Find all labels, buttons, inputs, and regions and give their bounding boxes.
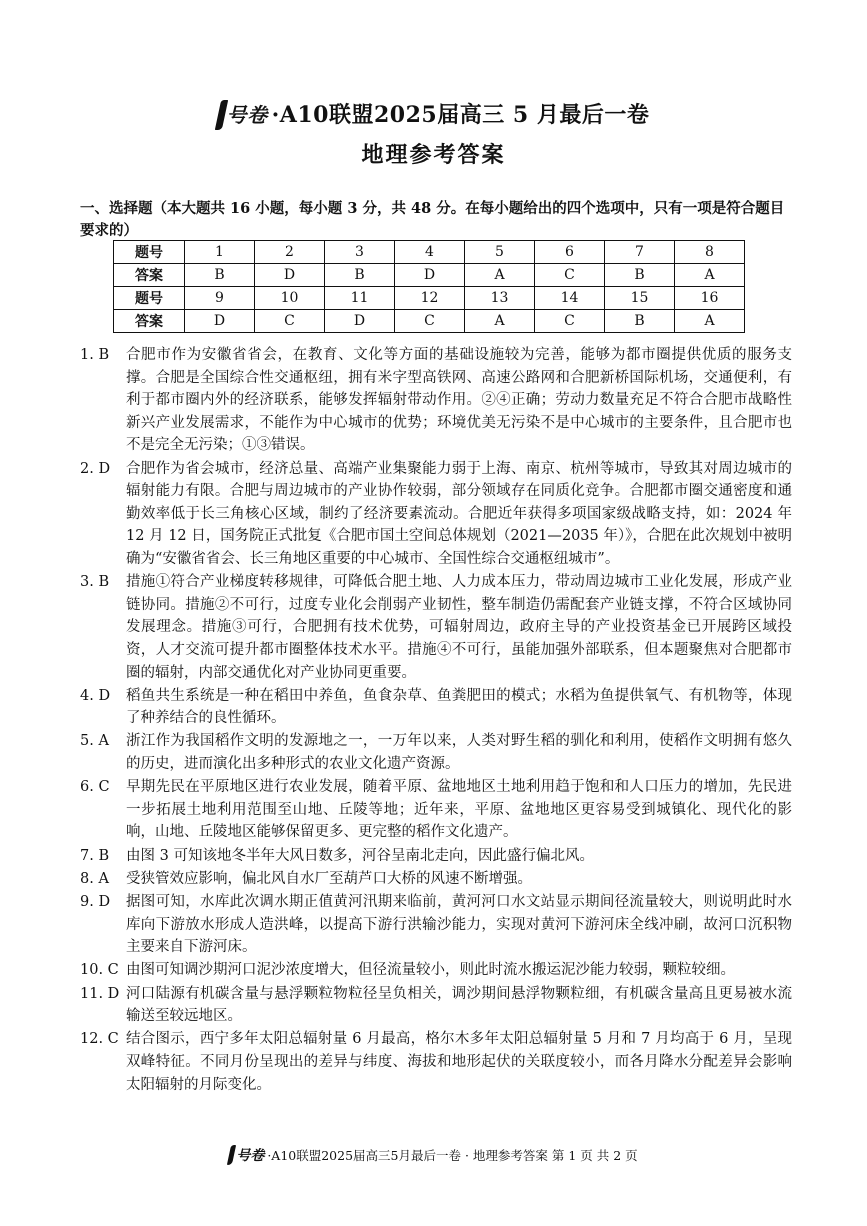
table-cell: 10 bbox=[255, 287, 325, 310]
table-cell: B bbox=[325, 264, 395, 287]
table-row-label: 题号 bbox=[114, 241, 185, 264]
explanation-item bbox=[80, 458, 792, 571]
table-cell: 13 bbox=[465, 287, 535, 310]
table-cell: 7 bbox=[605, 241, 675, 264]
table-cell: C bbox=[535, 264, 605, 287]
explanation-text: 合肥市作为安徽省省会，在教育、文化等方面的基础设施较为完善，能够为都市圈提供优质的服务支撑。合肥是全国综合性交通枢纽，拥有米字型高铁网、高速公路网和合肥新桥国际机场，交通便利，有利于都市圈内外的经济联系，能够发挥辐射带动作用。②④正确；劳动力数量充足不符合合肥市战略性新兴产业发展需求，不能作为中心城市的优势；环境优美无污染不是中心城市的主要条件，且合肥市也不是完全无污染；①③错误。 bbox=[126, 347, 792, 454]
table-cell: B bbox=[605, 264, 675, 287]
explanation-text: 结合图示，西宁多年太阳总辐射量 6 月最高，格尔木多年太阳总辐射量 5 月和 7 月均高于 6 月，呈现双峰特征。不同月份呈现出的差异与纬度、海拔和地形起伏的关联度较小，而各月降水分配差异会影响太阳辐射的月际变化。 bbox=[126, 1031, 792, 1093]
table-cell: C bbox=[535, 310, 605, 333]
page-header bbox=[0, 100, 867, 169]
question-answer: 9. D bbox=[80, 894, 111, 910]
table-cell: A bbox=[465, 310, 535, 333]
explanation-text: 措施①符合产业梯度转移规律，可降低合肥土地、人力成本压力，带动周边城市工业化发展，形成产业链协同。措施②不可行，过度专业化会削弱产业韧性，整车制造仍需配套产业链支撑，不符合区域协同发展理念。措施③可行，合肥拥有技术优势，可辐射周边，政府主导的产业投资基金已开展跨区域投资，人才交流可提升都市圈整体技术水平。措施④不可行，虽能加强外部联系，但本题聚焦对合肥都市圈的辐射，内部交通优化对产业协同更重要。 bbox=[126, 574, 792, 681]
table-cell: 6 bbox=[535, 241, 605, 264]
table-row-label: 题号 bbox=[114, 287, 185, 310]
table-cell: 11 bbox=[325, 287, 395, 310]
question-answer: 4. D bbox=[80, 687, 111, 704]
explanation-text: 由图可知调沙期河口泥沙浓度增大，但径流量较小，则此时流水搬运泥沙能力较弱，颗粒较细。 bbox=[126, 962, 735, 979]
table-cell: 4 bbox=[395, 241, 465, 264]
table-cell: 12 bbox=[395, 287, 465, 310]
explanation-item bbox=[80, 959, 792, 982]
table-cell: B bbox=[185, 264, 255, 287]
table-row bbox=[114, 310, 745, 333]
explanation-text: 据图可知，水库此次调水期正值黄河汛期来临前，黄河河口水文站显示期间径流量较大，则说明此时水库向下游放水形成人造洪峰，以提高下游行洪输沙能力，实现对黄河下游河床全线冲刷，故河口沉积物主要来自下游河床。 bbox=[126, 894, 792, 956]
table-row-label: 答案 bbox=[114, 310, 185, 333]
table-cell: 14 bbox=[535, 287, 605, 310]
explanation-text: 早期先民在平原地区进行农业发展，随着平原、盆地地区土地利用趋于饱和和人口压力的增加，先民进一步拓展土地利用范围至山地、丘陵等地；近年来，平原、盆地地区更容易受到城镇化、现代化的影响，山地、丘陵地区能够保留更多、更完整的稻作文化遗产。 bbox=[126, 779, 792, 841]
question-answer: 2. D bbox=[80, 460, 111, 477]
brand-logo bbox=[218, 100, 268, 130]
table-cell: A bbox=[465, 264, 535, 287]
table-cell: D bbox=[325, 310, 395, 333]
explanation-item bbox=[80, 845, 792, 868]
table-row-label: 答案 bbox=[114, 264, 185, 287]
title-text: ·A10联盟2025届高三 5 月最后一卷 bbox=[271, 102, 650, 128]
page-footer bbox=[0, 1145, 867, 1165]
question-answer: 5. A bbox=[80, 733, 109, 750]
table-cell: D bbox=[395, 264, 465, 287]
table-cell: A bbox=[675, 264, 745, 287]
explanation-text: 合肥作为省会城市，经济总量、高端产业集聚能力弱于上海、南京、杭州等城市，导致其对周边城市的辐射能力有限。合肥与周边城市的产业协作较弱，部分领域存在同质化竞争。合肥都市圈交通密度和通勤效率低于长三角核心区域，制约了经济要素流动。合肥近年获得多项国家级战略支持，如：2024 年 12 月 12 日，国务院正式批复《合肥市国土空间总体规划（2021—2035 年）》，合肥在此次规划中被明确为“安徽省省会、长三角地区重要的中心城市、全国性综合交通枢纽城市”。 bbox=[126, 460, 792, 567]
question-answer: 12. C bbox=[80, 1031, 119, 1048]
explanation-item bbox=[80, 344, 792, 457]
table-cell: 9 bbox=[185, 287, 255, 310]
section-heading: 一、选择题（本大题共 16 小题，每小题 3 分，共 48 分。在每小题给出的四个选项中，只有一项是符合题目要求的） bbox=[80, 200, 785, 239]
table-cell: 15 bbox=[605, 287, 675, 310]
table-cell: A bbox=[675, 310, 745, 333]
explanation-text: 河口陆源有机碳含量与悬浮颗粒物粒径呈负相关，调沙期间悬浮物颗粒细，有机碳含量高且更易被水流输送至较远地区。 bbox=[126, 985, 792, 1025]
question-answer: 11. D bbox=[80, 985, 120, 1002]
document-subtitle: 地理参考答案 bbox=[361, 142, 506, 168]
question-answer: 1. B bbox=[80, 347, 110, 363]
footer-logo-text: 号卷 bbox=[236, 1148, 265, 1164]
explanation-list bbox=[80, 344, 792, 1097]
table-cell: 16 bbox=[675, 287, 745, 310]
document-title bbox=[0, 100, 867, 130]
footer-logo bbox=[229, 1145, 264, 1165]
table-row bbox=[114, 264, 745, 287]
explanation-item bbox=[80, 983, 792, 1028]
explanation-item bbox=[80, 1028, 792, 1096]
explanation-item bbox=[80, 571, 792, 684]
table-row bbox=[114, 287, 745, 310]
footer-text: ·A10联盟2025届高三5月最后一卷 · 地理参考答案 第 1 页 共 2 页 bbox=[267, 1148, 638, 1163]
question-answer: 6. C bbox=[80, 779, 110, 796]
explanation-item bbox=[80, 776, 792, 844]
table-row bbox=[114, 241, 745, 264]
table-cell: 1 bbox=[185, 241, 255, 264]
explanation-item bbox=[80, 730, 792, 775]
explanation-text: 由图 3 可知该地冬半年大风日数多，河谷呈南北走向，因此盛行偏北风。 bbox=[126, 847, 594, 864]
explanation-item bbox=[80, 891, 792, 959]
table-cell: B bbox=[605, 310, 675, 333]
table-cell: C bbox=[255, 310, 325, 333]
footer-brand-mark-icon bbox=[227, 1145, 236, 1165]
table-cell: D bbox=[185, 310, 255, 333]
question-answer: 8. A bbox=[80, 870, 109, 887]
table-cell: 3 bbox=[325, 241, 395, 264]
question-answer: 7. B bbox=[80, 847, 110, 864]
explanation-item bbox=[80, 685, 792, 730]
table-cell: C bbox=[395, 310, 465, 333]
brand-logo-text: 号卷 bbox=[226, 103, 268, 127]
table-cell: 5 bbox=[465, 241, 535, 264]
answer-table bbox=[113, 240, 745, 333]
question-answer: 3. B bbox=[80, 574, 110, 591]
table-cell: 2 bbox=[255, 241, 325, 264]
table-cell: 8 bbox=[675, 241, 745, 264]
table-cell: D bbox=[255, 264, 325, 287]
explanation-text: 浙江作为我国稻作文明的发源地之一，一万年以来，人类对野生稻的驯化和利用，使稻作文明拥有悠久的历史，进而演化出多种形式的农业文化遗产资源。 bbox=[126, 733, 792, 773]
explanation-item bbox=[80, 868, 792, 891]
question-answer: 10. C bbox=[80, 962, 119, 979]
explanation-text: 受狭管效应影响，偏北风自水厂至葫芦口大桥的风速不断增强。 bbox=[126, 870, 532, 887]
explanation-text: 稻鱼共生系统是一种在稻田中养鱼，鱼食杂草、鱼粪肥田的模式；水稻为鱼提供氧气、有机物等，体现了种养结合的良性循环。 bbox=[126, 687, 792, 727]
